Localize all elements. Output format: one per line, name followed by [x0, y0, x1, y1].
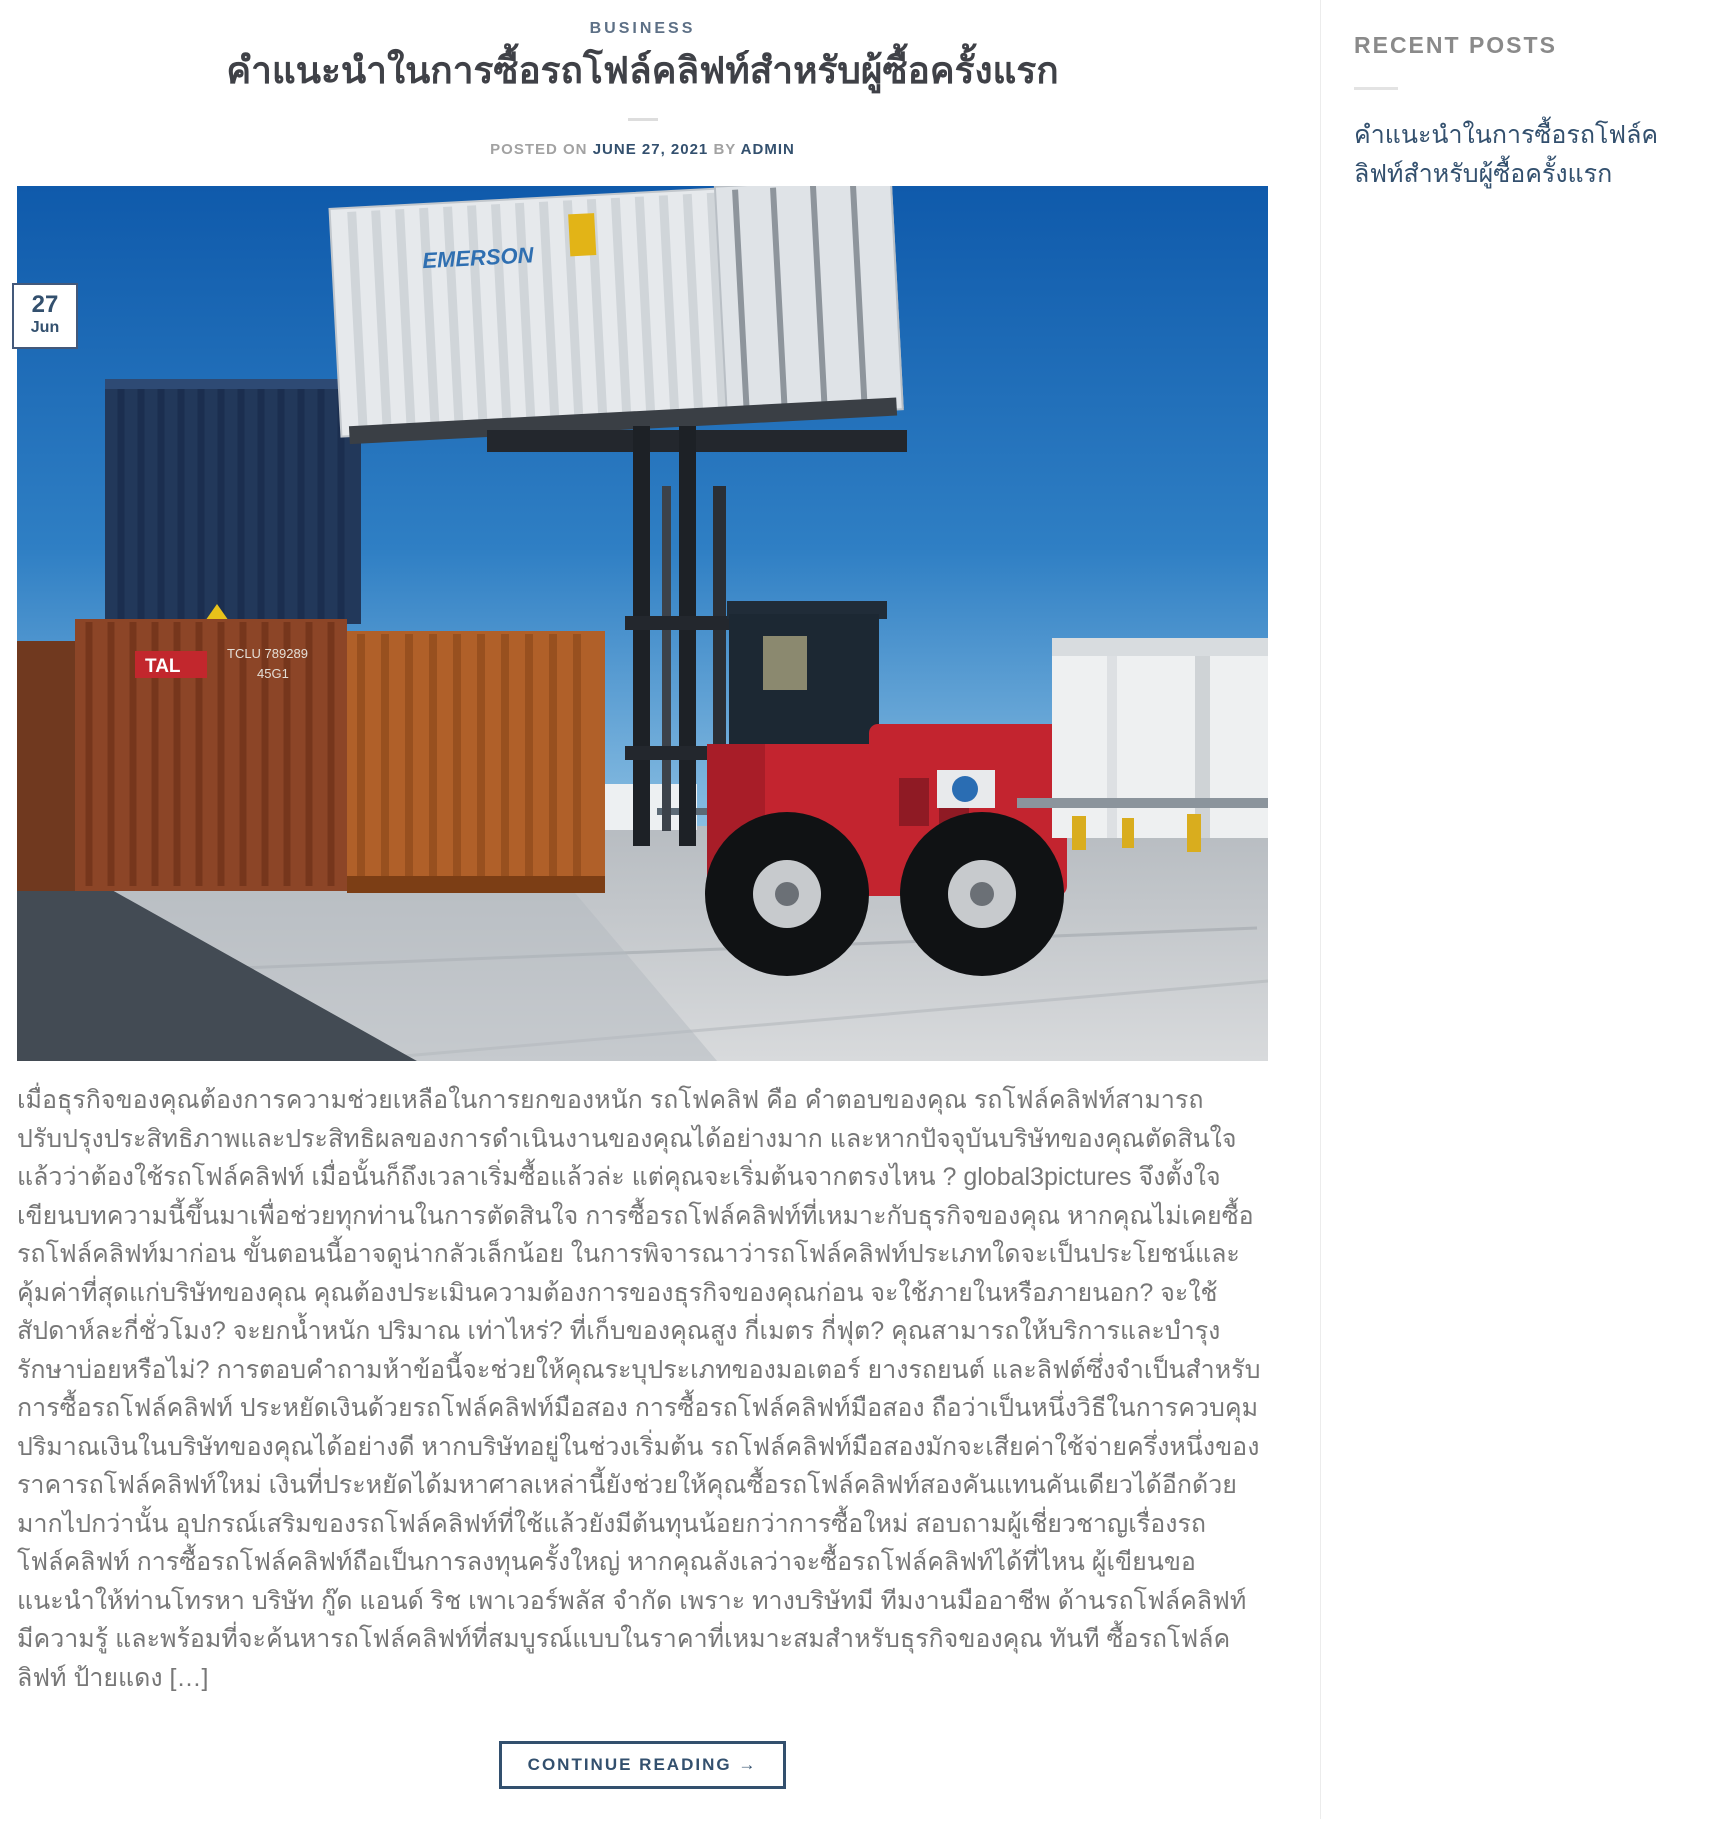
category-link[interactable]: BUSINESS	[589, 20, 696, 37]
arrow-icon: →	[738, 1755, 758, 1775]
main-content	[17, 0, 1268, 1819]
sidebar-divider	[1354, 87, 1398, 90]
post-date-badge	[12, 283, 78, 349]
svg-text:EMERSON: EMERSON	[421, 242, 535, 274]
svg-text:TAL: TAL	[145, 656, 181, 678]
recent-posts-heading: RECENT POSTS	[1354, 32, 1557, 58]
recent-post-link[interactable]: คำแนะนำในการซื้อรถโฟล์คลิฟท์สำหรับผู้ซื้อครั้งแรก	[1354, 121, 1659, 188]
post-author-link[interactable]: ADMIN	[740, 141, 795, 159]
lifted-container	[329, 186, 903, 445]
featured-image	[17, 186, 1268, 1061]
badge-day: 27	[31, 291, 59, 319]
svg-text:TCLU 789289: TCLU 789289	[227, 646, 308, 662]
post-title: คำแนะนำในการซื้อรถโฟล์คลิฟท์สำหรับผู้ซื้อครั้งแรก	[226, 50, 1059, 91]
posted-on-label: POSTED ON	[490, 141, 588, 159]
post-excerpt: เมื่อธุรกิจของคุณต้องการความช่วยเหลือในการยกของหนัก รถโฟคลิฟ คือ คำตอบของคุณ รถโฟล์คลิฟท์สามารถปรับปรุงประสิทธิภาพและประสิทธิผลของการดำเนินงานของคุณได้อย่างมาก และหากปัจจุบันบริษัทของคุณตัดสินใจแล้วว่าต้องใช้รถโฟล์คลิฟท์ เมื่อนั้นก็ถึงเวลาเริ่มซื้อแล้วล่ะ แต่คุณจะเริ่มต้นจากตรงไหน ? global3pictures จึงตั้งใจเขียนบทความนี้ขึ้นมาเพื่อช่วยทุกท่านในการตัดสินใจ การซื้อรถโฟล์คลิฟท์ที่เหมาะกับธุรกิจของคุณ หากคุณไม่เคยซื้อรถโฟล์คลิฟท์มาก่อน ขั้นตอนนี้อาจดูน่ากลัวเล็กน้อย ในการพิจารณาว่ารถโฟล์คลิฟท์ประเภทใดจะเป็นประโยชน์และคุ้มค่าที่สุดแก่บริษัทของคุณ คุณต้องประเมินความต้องการของธุรกิจของคุณก่อน จะใช้ภายในหรือภายนอก? จะใช้สัปดาห์ละกี่ชั่วโมง? จะยกน้ำหนัก ปริมาณ เท่าไหร่? ที่เก็บของคุณสูง กี่เมตร กี่ฟุต? คุณสามารถให้บริการและบำรุงรักษาบ่อยหรือไม่? การตอบคำถามห้าข้อนี้จะช่วยให้คุณระบุประเภทของมอเตอร์ ยางรถยนต์ และลิฟต์ซึ่งจำเป็นสำหรับการซื้อรถโฟล์คลิฟท์ ประหยัดเงินด้วยรถโฟล์คลิฟท์มือสอง การซื้อรถโฟล์คลิฟท์มือสอง ถือว่าเป็นหนึ่งวิธีในการควบคุมปริมาณเงินในบริษัทของคุณได้อย่างดี หากบริษัทอยู่ในช่วงเริ่มต้น รถโฟล์คลิฟท์มือสองมักจะเสียค่าใช้จ่ายครึ่งหนึ่งของราคารถโฟล์คลิฟท์ใหม่ เงินที่ประหยัดได้มหาศาลเหล่านี้ยังช่วยให้คุณซื้อรถโฟล์คลิฟท์สองคันแทนคันเดียวได้อีกด้วย มากไปกว่านั้น อุปกรณ์เสริมของรถโฟล์คลิฟท์ที่ใช้แล้วยังมีต้นทุนน้อยกว่าการซื้อใหม่ สอบถามผู้เชี่ยวชาญเรื่องรถโฟล์คลิฟท์ การซื้อรถโฟล์คลิฟท์ถือเป็นการลงทุนครั้งใหญ่ หากคุณลังเลว่าจะซื้อรถโฟล์คลิฟท์ได้ที่ไหน ผู้เขียนขอแนะนำให้ท่านโทรหา บริษัท กู๊ด แอนด์ ริช เพาเวอร์พลัส จำกัด เพราะ ทางบริษัทมี ทีมงานมืออาชีพ ด้านรถโฟล์คลิฟท์ มีความรู้ และพร้อมที่จะค้นหารถโฟล์คลิฟท์ที่สมบูรณ์แบบในราคาที่เหมาะสมสำหรับธุรกิจของคุณ ทันที ซื้อรถโฟล์คลิฟท์ ป้ายแดง […]	[17, 1086, 1261, 1692]
post-meta	[17, 141, 1268, 158]
right-building	[1017, 638, 1268, 852]
sidebar	[1320, 0, 1732, 1819]
post-header	[17, 0, 1268, 158]
svg-text:45G1: 45G1	[257, 666, 289, 682]
continue-reading-label: CONTINUE READING	[527, 1755, 732, 1775]
featured-image-wrap	[17, 186, 1268, 1061]
continue-reading-button[interactable]	[499, 1741, 787, 1789]
title-divider	[628, 118, 658, 121]
button-row	[17, 1741, 1268, 1819]
post-date-link[interactable]: JUNE 27, 2021	[592, 141, 709, 159]
by-label: BY	[713, 141, 737, 159]
badge-month: Jun	[30, 319, 60, 337]
